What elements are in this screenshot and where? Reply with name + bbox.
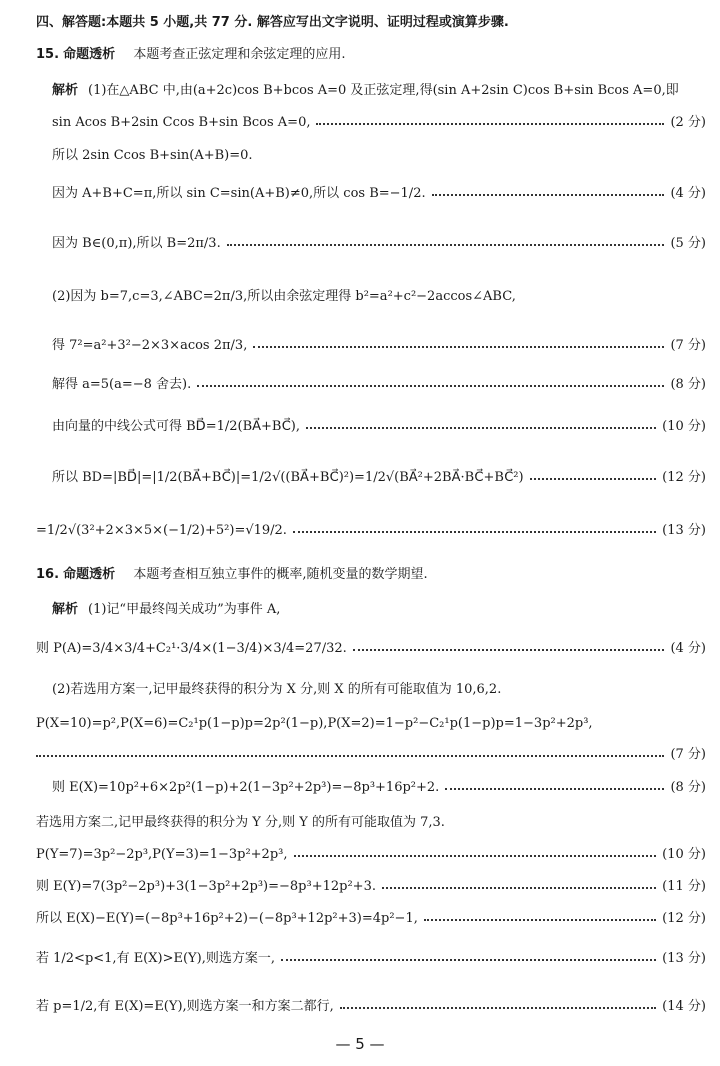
- score-label: (14 分): [662, 999, 706, 1014]
- score-label: (2 分): [670, 115, 706, 130]
- q15-line-7-text: 得 7²=a²+3²−2×3×acos 2π/3,: [52, 338, 248, 353]
- leader-dots: [316, 122, 664, 125]
- q16-line-11-text: 若 1/2<p<1,有 E(X)>E(Y),则选方案一,: [36, 951, 275, 966]
- q15-label: 命题透析: [63, 47, 116, 62]
- leader-dots: [293, 530, 656, 533]
- q16-label: 命题透析: [63, 567, 116, 582]
- score-label: (8 分): [670, 780, 706, 795]
- q16-line-3: (2)若选用方案一,记甲最终获得的积分为 X 分,则 X 的所有可能取值为 10,6,2.: [52, 682, 502, 697]
- q16-line-2-text: 则 P(A)=3/4×3/4+C₂¹·3/4×(1−3/4)×3/4=27/32.: [36, 641, 347, 656]
- q15-line-11: [36, 522, 706, 540]
- q16-intro: 本题考查相互独立事件的概率,随机变量的数学期望.: [133, 567, 428, 582]
- leader-dots: [432, 193, 665, 196]
- q16-line-5: [36, 746, 706, 764]
- q15-header: [36, 46, 706, 64]
- leader-dots: [445, 787, 664, 790]
- q15-line-10: [52, 469, 706, 487]
- leader-dots: [530, 477, 657, 480]
- q16-header: [36, 566, 706, 584]
- score-label: (4 分): [670, 186, 706, 201]
- score-label: (8 分): [670, 377, 706, 392]
- q16-line-4: P(X=10)=p²,P(X=6)=C₂¹p(1−p)p=2p²(1−p),P(X=2)=1−p²−C₂¹p(1−p)p=1−3p²+2p³,: [36, 716, 593, 731]
- q15-line-7: [52, 337, 706, 355]
- leader-dots: [281, 958, 656, 961]
- q15-line-8-text: 解得 a=5(a=−8 舍去).: [52, 377, 192, 392]
- score-label: (7 分): [670, 747, 706, 762]
- score-label: (11 分): [662, 879, 706, 894]
- q16-jiexi: 解析: [52, 602, 79, 617]
- score-label: (12 分): [662, 470, 706, 485]
- q15-line-2-text: sin Acos B+2sin Ccos B+sin Bcos A=0,: [52, 115, 311, 130]
- q15-jiexi: 解析: [52, 83, 79, 98]
- score-label: (13 分): [662, 951, 706, 966]
- leader-dots: [353, 648, 665, 651]
- leader-dots: [382, 886, 656, 889]
- q15-line-1-text: (1)在△ABC 中,由(a+2c)cos B+bcos A=0 及正弦定理,得(sin A+2sin C)cos B+sin Bcos A=0,即: [88, 83, 679, 98]
- leader-dots: [306, 426, 656, 429]
- q15-line-10-text: 所以 BD=|BD⃗|=|1/2(BA⃗+BC⃗)|=1/2√((BA⃗+BC⃗)²)=1/2√(BA⃗²+2BA⃗·BC⃗+BC⃗²): [52, 470, 524, 485]
- q15-line-5-text: 因为 B∈(0,π),所以 B=2π/3.: [52, 236, 221, 251]
- q16-line-10: [36, 910, 706, 928]
- q16-number: 16.: [36, 567, 60, 582]
- q16-line-11: [36, 950, 706, 968]
- q15-line-1: [52, 82, 706, 100]
- leader-dots: [227, 243, 665, 246]
- q16-line-12: [36, 998, 706, 1016]
- leader-dots: [340, 1006, 656, 1009]
- q16-line-1-text: (1)记“甲最终闯关成功”为事件 A,: [88, 602, 281, 617]
- q15-line-6: (2)因为 b=7,c=3,∠ABC=2π/3,所以由余弦定理得 b²=a²+c²−2accos∠ABC,: [52, 289, 516, 304]
- leader-dots: [253, 345, 664, 348]
- q15-line-4: [52, 185, 706, 203]
- score-label: (7 分): [670, 338, 706, 353]
- q16-line-2: [36, 640, 706, 658]
- q15-line-11-text: =1/2√(3²+2×3×5×(−1/2)+5²)=√19/2.: [36, 523, 287, 538]
- q16-line-6-text: 则 E(X)=10p²+6×2p²(1−p)+2(1−3p²+2p³)=−8p³+16p²+2.: [52, 780, 440, 795]
- score-label: (5 分): [670, 236, 706, 251]
- score-label: (12 分): [662, 911, 706, 926]
- q16-line-6: [52, 779, 706, 797]
- q15-line-9: [52, 418, 706, 436]
- score-label: (10 分): [662, 847, 706, 862]
- score-label: (4 分): [670, 641, 706, 656]
- q15-intro: 本题考查正弦定理和余弦定理的应用.: [133, 47, 346, 62]
- leader-dots: [36, 754, 664, 757]
- q15-line-5: [52, 235, 706, 253]
- leader-dots: [197, 384, 664, 387]
- q16-line-8: [36, 846, 706, 864]
- q16-line-12-text: 若 p=1/2,有 E(X)=E(Y),则选方案一和方案二都行,: [36, 999, 334, 1014]
- q15-line-4-text: 因为 A+B+C=π,所以 sin C=sin(A+B)≠0,所以 cos B=−1/2.: [52, 186, 426, 201]
- q16-line-1: [52, 601, 706, 619]
- page-number: — 5 —: [335, 1035, 385, 1053]
- q15-line-2: [52, 114, 706, 132]
- leader-dots: [424, 918, 656, 921]
- q16-line-9: [36, 878, 706, 896]
- score-label: (10 分): [662, 419, 706, 434]
- q15-line-8: [52, 376, 706, 394]
- leader-dots: [294, 854, 657, 857]
- q15-line-3: 所以 2sin Ccos B+sin(A+B)=0.: [52, 148, 253, 163]
- q16-line-8-text: P(Y=7)=3p²−2p³,P(Y=3)=1−3p²+2p³,: [36, 847, 288, 862]
- section-title: 四、解答题:本题共 5 小题,共 77 分. 解答应写出文字说明、证明过程或演算步骤.: [36, 15, 509, 30]
- q15-number: 15.: [36, 47, 60, 62]
- q15-line-9-text: 由向量的中线公式可得 BD⃗=1/2(BA⃗+BC⃗),: [52, 419, 300, 434]
- q16-line-9-text: 则 E(Y)=7(3p²−2p³)+3(1−3p²+2p³)=−8p³+12p²+3.: [36, 879, 376, 894]
- score-label: (13 分): [662, 523, 706, 538]
- q16-line-10-text: 所以 E(X)−E(Y)=(−8p³+16p²+2)−(−8p³+12p²+3)=4p²−1,: [36, 911, 418, 926]
- q16-line-7: 若选用方案二,记甲最终获得的积分为 Y 分,则 Y 的所有可能取值为 7,3.: [36, 815, 445, 830]
